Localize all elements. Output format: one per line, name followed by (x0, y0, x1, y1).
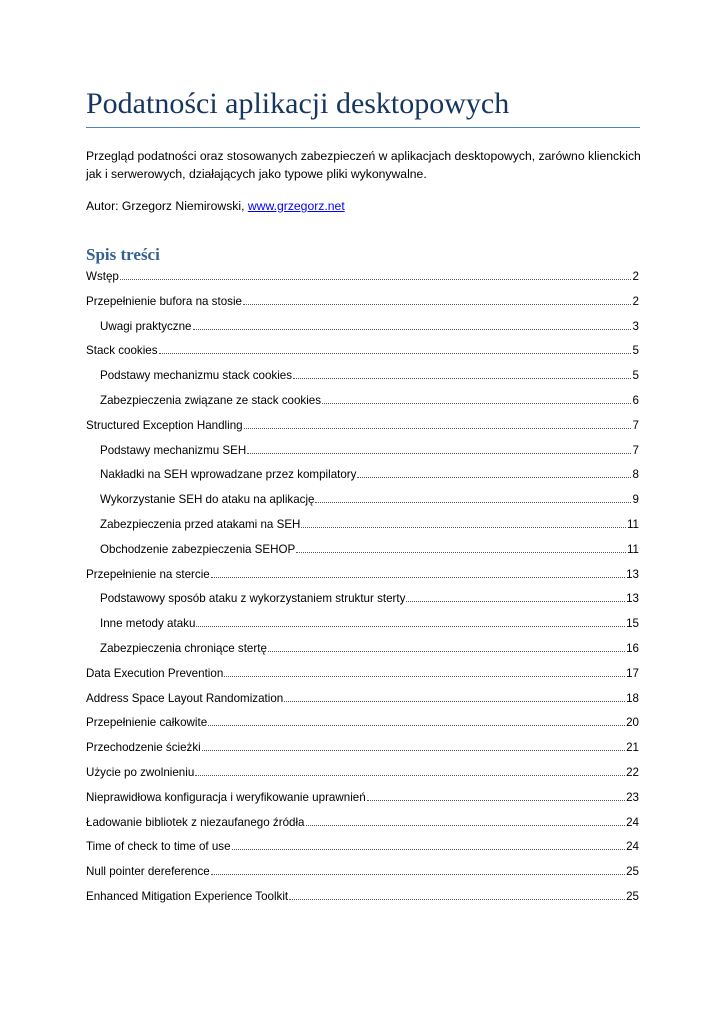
toc-dot-leader (406, 590, 625, 602)
toc-entry-page-number: 5 (632, 369, 639, 383)
toc-entry[interactable] (86, 665, 639, 690)
toc-entry-label: Nakładki na SEH wprowadzane przez kompilatory (100, 468, 357, 482)
toc-entry[interactable] (86, 318, 639, 343)
toc-dot-leader (293, 367, 631, 379)
toc-entry[interactable] (86, 367, 639, 392)
toc-entry-label: Time of check to time of use (86, 840, 231, 854)
toc-entry-label: Enhanced Mitigation Experience Toolkit (86, 889, 289, 903)
toc-entry-label: Podstawy mechanizmu SEH (100, 443, 247, 457)
toc-entry[interactable] (86, 491, 639, 516)
toc-entry-page-number: 8 (632, 468, 639, 482)
toc-entry-label: Null pointer dereference (86, 865, 210, 879)
toc-entry[interactable] (86, 838, 639, 863)
toc-entry[interactable] (86, 690, 639, 715)
toc-entry[interactable] (86, 789, 639, 814)
toc-entry-label: Użycie po zwolnieniu (86, 765, 195, 779)
toc-entry-label: Przepełnienie bufora na stosie (86, 294, 242, 308)
toc-entry-label: Podstawy mechanizmu stack cookies (100, 369, 293, 383)
toc-dot-leader (296, 541, 626, 553)
toc-entry-label: Przechodzenie ścieżki (86, 741, 201, 755)
toc-entry-page-number: 13 (626, 592, 639, 606)
toc-entry-page-number: 5 (632, 344, 639, 358)
table-of-contents (86, 268, 639, 913)
toc-dot-leader (284, 690, 625, 702)
toc-entry[interactable] (86, 590, 639, 615)
toc-entry-label: Nieprawidłowa konfiguracja i weryfikowanie uprawnień (86, 790, 366, 804)
toc-entry[interactable] (86, 541, 639, 566)
toc-entry-label: Zabezpieczenia związane ze stack cookies (100, 393, 322, 407)
author-line (86, 197, 646, 215)
toc-dot-leader (195, 764, 625, 776)
toc-entry-page-number: 25 (626, 865, 639, 879)
toc-entry[interactable] (86, 764, 639, 789)
toc-entry-page-number: 7 (632, 418, 639, 432)
toc-dot-leader (322, 392, 631, 404)
toc-entry-page-number: 24 (626, 840, 639, 854)
toc-entry-label: Wstęp (86, 270, 119, 283)
toc-dot-leader (306, 814, 626, 826)
toc-entry-page-number: 15 (626, 617, 639, 631)
toc-entry[interactable] (86, 814, 639, 839)
toc-entry[interactable] (86, 342, 639, 367)
toc-entry-label: Address Space Layout Randomization (86, 691, 284, 705)
toc-entry-label: Przepełnienie na stercie (86, 567, 210, 581)
toc-entry-label: Przepełnienie całkowite (86, 716, 208, 730)
toc-entry-page-number: 2 (632, 270, 639, 283)
toc-entry-page-number: 23 (626, 790, 639, 804)
toc-heading: Spis treści (86, 245, 160, 264)
toc-dot-leader (202, 739, 625, 751)
toc-entry-page-number: 3 (632, 319, 639, 333)
toc-dot-leader (301, 516, 626, 528)
toc-entry-label: Inne metody ataku (100, 617, 196, 631)
toc-entry[interactable] (86, 268, 639, 293)
document-title: Podatności aplikacji desktopowych (86, 87, 510, 120)
toc-entry[interactable] (86, 442, 639, 467)
toc-dot-leader (232, 838, 626, 850)
toc-entry-label: Structured Exception Handling (86, 418, 243, 432)
toc-entry-page-number: 11 (626, 542, 639, 556)
toc-entry-page-number: 16 (626, 641, 639, 655)
toc-dot-leader (196, 615, 625, 627)
toc-entry[interactable] (86, 615, 639, 640)
toc-dot-leader (120, 268, 631, 280)
toc-entry-page-number: 17 (626, 666, 639, 680)
toc-entry-label: Ładowanie bibliotek z niezaufanego źródła (86, 815, 305, 829)
toc-entry-label: Zabezpieczenia chroniące stertę (100, 641, 267, 655)
toc-entry[interactable] (86, 640, 639, 665)
toc-entry-page-number: 7 (632, 443, 639, 457)
toc-entry-label: Data Execution Prevention (86, 666, 224, 680)
toc-entry-label: Zabezpieczenia przed atakami na SEH (100, 517, 301, 531)
toc-dot-leader (268, 640, 625, 652)
toc-dot-leader (208, 714, 625, 726)
toc-entry-page-number: 11 (626, 517, 639, 531)
toc-dot-leader (211, 566, 625, 578)
toc-entry[interactable] (86, 863, 639, 888)
toc-entry[interactable] (86, 516, 639, 541)
toc-entry-label: Stack cookies (86, 344, 158, 358)
toc-entry[interactable] (86, 739, 639, 764)
toc-entry-page-number: 21 (626, 741, 639, 755)
toc-dot-leader (243, 293, 631, 305)
toc-entry-page-number: 20 (626, 716, 639, 730)
toc-dot-leader (211, 863, 625, 875)
toc-dot-leader (244, 417, 631, 429)
toc-entry-page-number: 18 (626, 691, 639, 705)
toc-dot-leader (367, 789, 625, 801)
toc-dot-leader (315, 491, 631, 503)
toc-entry[interactable] (86, 293, 639, 318)
toc-entry-label: Podstawowy sposób ataku z wykorzystaniem struktur sterty (100, 592, 406, 606)
author-prefix: Autor: Grzegorz Niemirowski, (86, 199, 248, 213)
toc-dot-leader (357, 466, 631, 478)
toc-dot-leader (289, 888, 625, 900)
toc-entry-label: Wykorzystanie SEH do ataku na aplikację (100, 493, 315, 507)
toc-entry[interactable] (86, 888, 639, 913)
toc-entry-page-number: 6 (632, 393, 639, 407)
toc-entry-page-number: 9 (632, 493, 639, 507)
toc-dot-leader (159, 342, 631, 354)
title-underline (86, 127, 640, 128)
toc-dot-leader (193, 318, 632, 330)
toc-entry[interactable] (86, 392, 639, 417)
toc-entry-label: Obchodzenie zabezpieczenia SEHOP (100, 542, 296, 556)
toc-entry[interactable] (86, 417, 639, 442)
toc-entry[interactable] (86, 714, 639, 739)
author-website-link[interactable]: www.grzegorz.net (247, 199, 345, 213)
toc-entry-page-number: 13 (626, 567, 639, 581)
toc-entry[interactable] (86, 466, 639, 491)
toc-entry[interactable] (86, 566, 639, 591)
toc-entry-label: Uwagi praktyczne (100, 319, 192, 333)
intro-paragraph: Przegląd podatności oraz stosowanych zabezpieczeń w aplikacjach desktopowych, zarówno klienckich jak i serwerowych, działających jako typowe pliki wykonywalne. (86, 149, 641, 181)
toc-entry-page-number: 22 (626, 765, 639, 779)
toc-entry-page-number: 2 (632, 294, 639, 308)
toc-dot-leader (247, 442, 631, 454)
toc-entry-page-number: 25 (626, 889, 639, 903)
toc-entry-page-number: 24 (626, 815, 639, 829)
toc-dot-leader (224, 665, 625, 677)
